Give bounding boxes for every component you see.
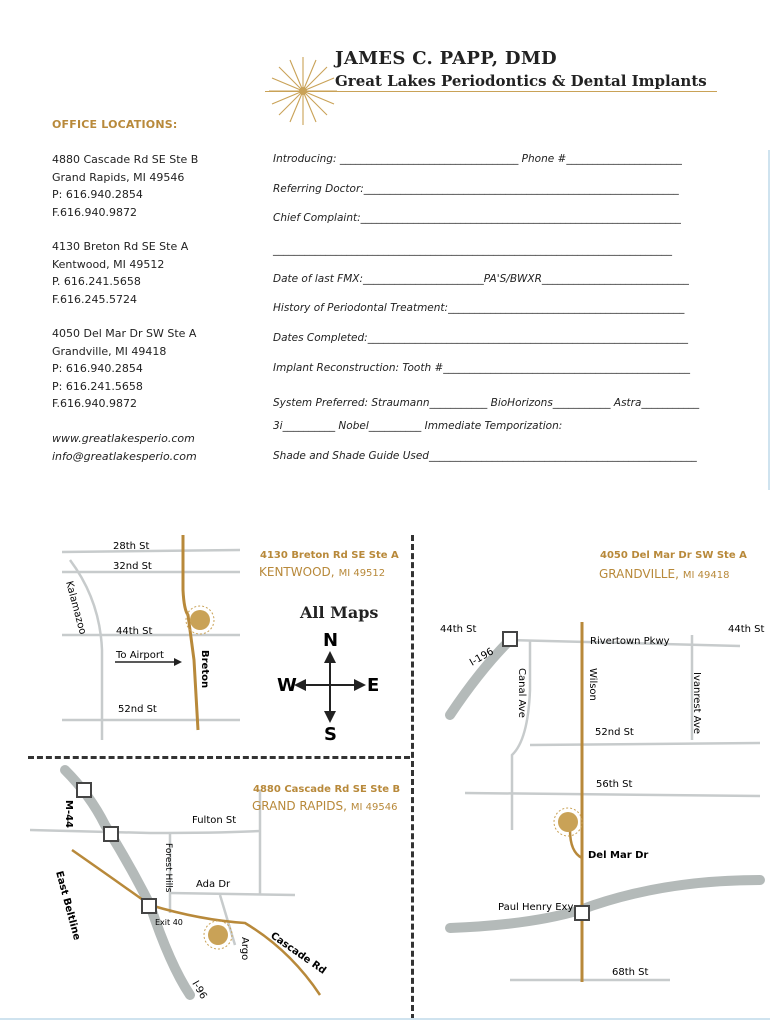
- introducing-field[interactable]: Introducing: __________________________________ Phone #______________________: [273, 153, 682, 165]
- label-kalamazoo: Kalamazoo: [63, 579, 88, 636]
- label-forest-hills: Forest Hills: [163, 843, 173, 893]
- label-argo: Argo: [239, 937, 250, 961]
- east-arrow-icon: [354, 679, 366, 691]
- label-56th: 56th St: [596, 779, 633, 790]
- chief-complaint-continuation[interactable]: ____________________________________________________________________________: [273, 244, 672, 256]
- kentwood-city-line: [259, 565, 385, 579]
- compass-s: S: [324, 724, 337, 745]
- interchange-icon: [77, 783, 91, 797]
- grandville-city: GRANDVILLE,: [599, 567, 679, 581]
- office-phone: P: 616.241.5658: [52, 379, 143, 393]
- north-arrow-icon: [324, 651, 336, 663]
- road-del-mar: [570, 830, 582, 858]
- road-breton: [183, 535, 198, 730]
- label-52nd: 52nd St: [595, 727, 634, 738]
- compass-e: E: [367, 675, 380, 696]
- all-maps-title: All Maps: [300, 603, 379, 622]
- grand-rapids-map: [30, 765, 410, 1015]
- road-cascade: [72, 850, 320, 995]
- office-address: 4130 Breton Rd SE Ste A: [52, 240, 189, 253]
- label-ivanrest: Ivanrest Ave: [691, 672, 702, 735]
- grand-rapids-city-line: [252, 799, 397, 813]
- office-fax: F.616.940.9872: [52, 397, 138, 410]
- contact-web: [52, 430, 197, 465]
- label-exit40: Exit 40: [155, 918, 183, 927]
- label-32nd: 32nd St: [113, 561, 152, 572]
- office-grand-rapids: [52, 151, 198, 221]
- office-address: 4880 Cascade Rd SE Ste B: [52, 153, 199, 166]
- road-28th: [62, 550, 240, 552]
- office-address: 4050 Del Mar Dr SW Ste A: [52, 327, 197, 340]
- grand-rapids-city: GRAND RAPIDS,: [252, 799, 347, 813]
- label-44th: 44th St: [116, 626, 153, 637]
- road-fulton: [30, 830, 260, 833]
- label-airport: To Airport: [116, 650, 164, 661]
- shade-guide-field[interactable]: Shade and Shade Guide Used___________________________________________________: [273, 450, 697, 462]
- perio-history-field[interactable]: History of Periodontal Treatment:_____________________________________________: [273, 302, 685, 314]
- grandville-state: MI 49418: [682, 570, 730, 581]
- office-city: Grand Rapids, MI 49546: [52, 170, 185, 184]
- label-breton: Breton: [199, 650, 210, 689]
- compass-w: W: [277, 675, 297, 696]
- interchange-icon: [104, 827, 118, 841]
- grandville-address: 4050 Del Mar Dr SW Ste A: [600, 550, 747, 561]
- arrow-icon: [174, 658, 182, 666]
- compass-n: N: [323, 630, 339, 651]
- email-link[interactable]: info@greatlakesperio.com: [52, 449, 197, 463]
- label-28th: 28th St: [113, 541, 150, 552]
- label-wilson: Wilson: [587, 668, 598, 701]
- label-ada: Ada Dr: [196, 879, 231, 890]
- office-fax: F.616.940.9872: [52, 205, 138, 219]
- label-68th: 68th St: [612, 967, 649, 978]
- office-kentwood: [52, 238, 188, 308]
- system-preferred-field[interactable]: System Preferred: Straumann___________ BioHorizons___________ Astra___________: [273, 397, 700, 409]
- road-52nd: [530, 743, 760, 745]
- office-marker-grandville: [554, 808, 582, 836]
- label-44th-east: 44th St: [728, 624, 765, 635]
- interchange-icon: [503, 632, 517, 646]
- label-del-mar: Del Mar Dr: [588, 850, 649, 861]
- grandville-city-line: [599, 567, 729, 581]
- interchange-icon: [575, 906, 589, 920]
- road-56th: [465, 793, 760, 796]
- kentwood-state: MI 49512: [338, 568, 386, 579]
- office-grandville: [52, 325, 196, 413]
- office-phone: P: 616.940.2854: [52, 188, 143, 201]
- kentwood-city: KENTWOOD,: [259, 565, 335, 579]
- office-fax: F.616.245.5724: [52, 292, 138, 306]
- label-m44: M-44: [63, 800, 74, 829]
- office-city: Kentwood, MI 49512: [52, 257, 165, 271]
- office-marker-grand-rapids: [204, 921, 232, 949]
- label-east-beltline: East Beltline: [53, 869, 83, 942]
- office-locations-heading: OFFICE LOCATIONS:: [52, 118, 178, 131]
- kentwood-address: 4130 Breton Rd SE Ste A: [260, 550, 399, 561]
- referring-doctor-field[interactable]: Referring Doctor:____________________________________________________________: [273, 183, 679, 195]
- interchange-icon: [142, 899, 156, 913]
- label-fulton: Fulton St: [192, 815, 237, 826]
- label-44th-west: 44th St: [440, 624, 477, 635]
- south-arrow-icon: [324, 711, 336, 723]
- doctor-name: JAMES C. PAPP, DMD: [335, 48, 557, 69]
- grand-rapids-address: 4880 Cascade Rd SE Ste B: [253, 784, 401, 795]
- implant-reconstruction-field[interactable]: Implant Reconstruction: Tooth #_______________________________________________: [273, 362, 691, 374]
- map-divider-horizontal: [28, 756, 410, 759]
- logo-sunburst: [268, 55, 338, 131]
- office-phone: P. 616.241.5658: [52, 275, 141, 288]
- dates-completed-field[interactable]: Dates Completed:_____________________________________________________________: [273, 332, 688, 344]
- label-cascade: Cascade Rd: [268, 930, 328, 977]
- office-marker-kentwood: [186, 606, 214, 634]
- label-paul-henry: Paul Henry Exy: [498, 902, 574, 913]
- grandville-map: [430, 540, 765, 1010]
- road-ada: [170, 893, 295, 895]
- label-i196: I-196: [468, 646, 496, 669]
- label-52nd: 52nd St: [118, 704, 157, 715]
- practice-name: Great Lakes Periodontics & Dental Implants: [335, 72, 707, 90]
- compass-rose: [270, 625, 390, 745]
- highway-paul-henry: [450, 880, 760, 928]
- label-canal: Canal Ave: [516, 668, 527, 718]
- grand-rapids-state: MI 49546: [350, 802, 398, 813]
- label-rivertown: Rivertown Pkwy: [590, 636, 670, 647]
- office-phone: P: 616.940.2854: [52, 362, 143, 375]
- fmx-date-field[interactable]: Date of last FMX:_______________________PA'S/BWXR____________________________: [273, 273, 689, 285]
- map-divider-vertical: [411, 535, 414, 1020]
- website-link[interactable]: www.greatlakesperio.com: [52, 432, 195, 445]
- office-city: Grandville, MI 49418: [52, 344, 167, 358]
- label-i96: I-96: [189, 979, 209, 1002]
- header-divider: [265, 91, 717, 92]
- page-bottom-edge: [0, 1018, 770, 1020]
- system-preferred-field-2[interactable]: 3i__________ Nobel__________ Immediate Temporization:: [273, 420, 563, 432]
- chief-complaint-field[interactable]: Chief Complaint:_____________________________________________________________: [273, 212, 681, 224]
